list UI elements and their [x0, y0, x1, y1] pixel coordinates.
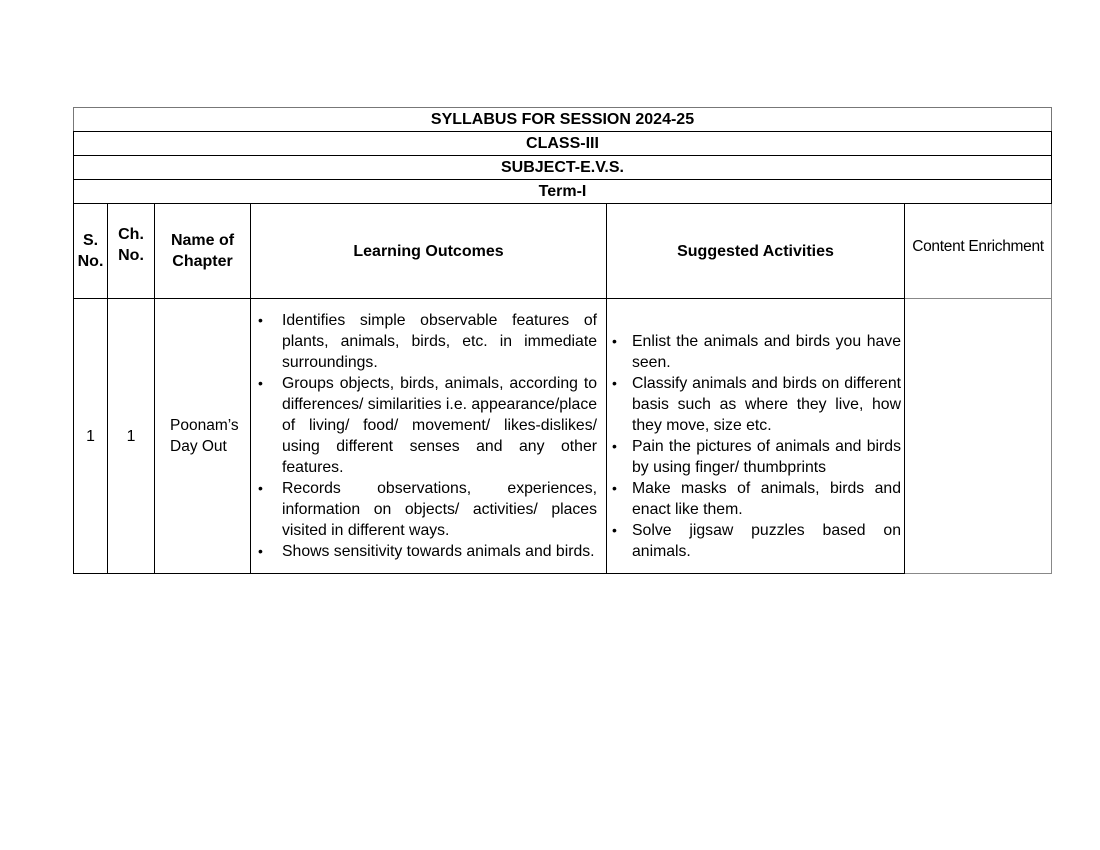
learning-outcomes-header: Learning Outcomes — [251, 204, 607, 299]
list-item — [607, 373, 904, 436]
title-row — [74, 108, 1052, 132]
ch-no-header — [108, 204, 155, 299]
learning-outcomes-list — [251, 310, 606, 562]
bullet-icon: • — [258, 543, 263, 559]
suggested-activities-cell — [607, 299, 905, 574]
bullet-icon: • — [612, 374, 617, 391]
bullet-icon: • — [258, 375, 263, 391]
chapter-name-cell: Poonam’s Day Out — [155, 299, 251, 574]
outcome-text: Shows sensitivity towards animals and birds. — [282, 543, 595, 560]
s-no-header-line2: No. — [77, 253, 104, 270]
bullet-icon: • — [612, 479, 617, 496]
chapter-header — [155, 204, 251, 299]
bullet-icon: • — [612, 437, 617, 454]
content-enrichment-cell — [905, 299, 1052, 574]
bullet-icon: • — [612, 521, 617, 538]
list-item — [251, 373, 606, 478]
table-row — [74, 299, 1052, 574]
outcome-text: Groups objects, birds, animals, according to differences/ similarities i.e. appearance/place of living/ food/ movement/ likes-dislikes/ using different senses and any other features. — [282, 375, 597, 476]
subject-row — [74, 156, 1052, 180]
list-item — [607, 436, 904, 478]
syllabus-title: SYLLABUS FOR SESSION 2024-25 — [74, 108, 1052, 132]
syllabus-table — [73, 107, 1052, 574]
list-item — [251, 478, 606, 541]
class-row — [74, 132, 1052, 156]
chapter-header-line1: Name of — [170, 232, 235, 249]
bullet-icon: • — [258, 480, 263, 496]
activity-text: Make masks of animals, birds and enact like them. — [632, 479, 901, 518]
list-item — [251, 310, 606, 373]
suggested-activities-header: Suggested Activities — [607, 204, 905, 299]
list-item — [607, 478, 904, 520]
outcome-text: Identifies simple observable features of plants, animals, birds, etc. in immediate surroundings. — [282, 312, 597, 371]
learning-outcomes-cell — [251, 299, 607, 574]
ch-no-header-line1: Ch. — [118, 226, 144, 243]
list-item — [251, 541, 606, 562]
term-row — [74, 180, 1052, 204]
list-item — [607, 331, 904, 373]
activity-text: Solve jigsaw puzzles based on animals. — [632, 521, 901, 560]
suggested-activities-list — [607, 311, 904, 562]
s-no-header — [74, 204, 108, 299]
subject-label: SUBJECT-E.V.S. — [74, 156, 1052, 180]
term-label: Term-I — [74, 180, 1052, 204]
activity-text: Enlist the animals and birds you have seen. — [632, 332, 901, 371]
bullet-icon: • — [612, 332, 617, 349]
ch-no-header-line2: No. — [118, 247, 144, 264]
s-no-cell: 1 — [74, 299, 108, 574]
chapter-header-line2: Chapter — [172, 253, 233, 270]
column-header-row — [74, 204, 1052, 299]
content-enrichment-header: Content Enrichment — [905, 204, 1052, 299]
ch-no-cell: 1 — [108, 299, 155, 574]
bullet-icon: • — [258, 312, 263, 328]
activity-text: Pain the pictures of animals and birds by using finger/ thumbprints — [632, 437, 901, 476]
activity-text: Classify animals and birds on different basis such as where they live, how they move, size etc. — [632, 374, 901, 434]
s-no-header-line1: S. — [82, 232, 99, 249]
outcome-text: Records observations, experiences, information on objects/ activities/ places visited in different ways. — [282, 480, 597, 539]
class-label: CLASS-III — [74, 132, 1052, 156]
list-item — [607, 520, 904, 562]
